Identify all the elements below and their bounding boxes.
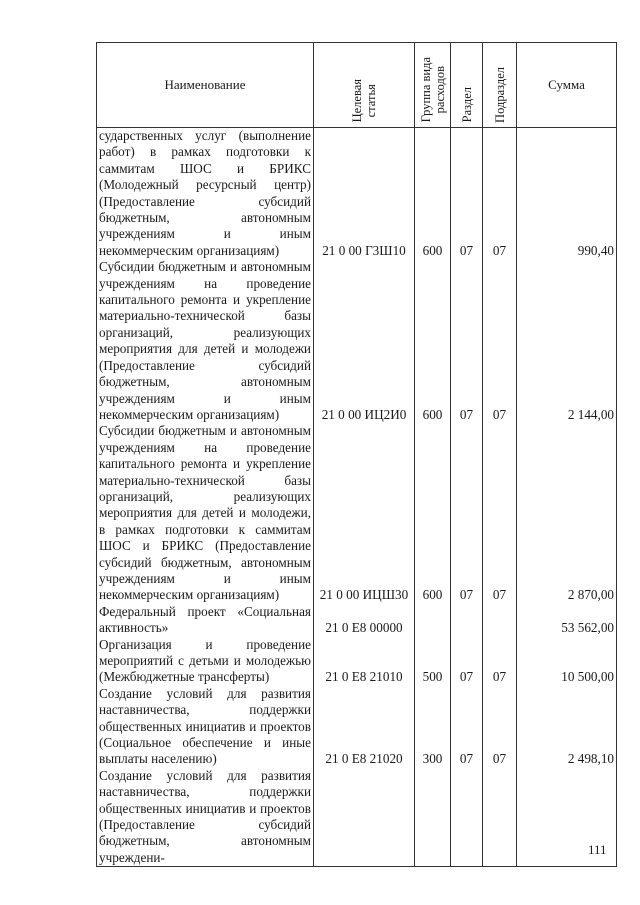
cell-article: 21 0 Е8 00000: [314, 604, 415, 637]
cell-section: 07: [451, 423, 483, 603]
table-row: [97, 686, 617, 768]
table-row: [97, 768, 617, 867]
cell-subsection: 07: [483, 259, 517, 423]
cell-article: 21 0 00 Г3Ш10: [314, 128, 415, 260]
cell-name: Организация и проведение мероприятий с детьми и молодежью (Межбюджетные трансферты): [97, 637, 314, 686]
cell-section: [451, 604, 483, 637]
cell-section: 07: [451, 686, 483, 768]
cell-sum: 2 498,10: [517, 686, 617, 768]
table-row: [97, 637, 617, 686]
cell-name: Федеральный проект «Социальная активность»: [97, 604, 314, 637]
cell-group: 300: [415, 686, 451, 768]
cell-section: [451, 768, 483, 867]
cell-article: 21 0 Е8 21020: [314, 686, 415, 768]
table-row: [97, 423, 617, 603]
cell-article: [314, 768, 415, 867]
cell-section: 07: [451, 259, 483, 423]
cell-article: 21 0 00 ИЦ2И0: [314, 259, 415, 423]
header-article: Целевая статья: [350, 79, 378, 123]
cell-sum: 53 562,00: [517, 604, 617, 637]
header-group: Группа вида расходов: [418, 57, 447, 123]
cell-name: Создание условий для развития наставничества, поддержки общественных инициатив и проектов (Предоставление субсидий бюджетным, автономным учреждени-: [97, 768, 314, 867]
cell-group: 600: [415, 259, 451, 423]
header-subsection-cell: [483, 43, 517, 128]
cell-subsection: 07: [483, 423, 517, 603]
cell-name: Субсидии бюджетным и автономным учреждениям на проведение капитального ремонта и укрепление материально-технической базы организаций, реализующих мероприятия для детей и молодежи (Предоставление субсидий бюджетным, автономным учреждениям и иным некоммерческим организациям): [97, 259, 314, 423]
cell-name: сударственных услуг (выполнение работ) в рамках подготовки к саммитам ШОС и БРИКС (Молодежный ресурсный центр) (Предоставление субсидий бюджетным, автономным учреждениям и иным некоммерческим организациям): [97, 128, 314, 260]
cell-subsection: [483, 768, 517, 867]
header-section: Раздел: [459, 87, 474, 123]
cell-group: [415, 604, 451, 637]
header-article-cell: [314, 43, 415, 128]
cell-sum: 10 500,00: [517, 637, 617, 686]
cell-subsection: [483, 604, 517, 637]
cell-group: 500: [415, 637, 451, 686]
cell-section: 07: [451, 128, 483, 260]
budget-table: [96, 42, 617, 867]
cell-name: Субсидии бюджетным и автономным учреждениям на проведение капитального ремонта и укрепление материально-технической базы организаций, реализующих мероприятия для детей и молодежи, в рамках подготовки к саммитам ШОС и БРИКС (Предоставление субсидий бюджетным, автономным учреждениям и иным некоммерческим организациям): [97, 423, 314, 603]
cell-article: 21 0 00 ИЦШ30: [314, 423, 415, 603]
cell-sum: 2 144,00: [517, 259, 617, 423]
header-subsection: Подраздел: [492, 66, 507, 123]
table-row: [97, 604, 617, 637]
header-section-cell: [451, 43, 483, 128]
cell-sum: 2 870,00: [517, 423, 617, 603]
cell-group: 600: [415, 128, 451, 260]
cell-group: 600: [415, 423, 451, 603]
page-number: 111: [588, 842, 607, 857]
header-sum: Сумма: [517, 43, 617, 128]
table-row: [97, 259, 617, 423]
table-row: [97, 128, 617, 260]
cell-sum: 990,40: [517, 128, 617, 260]
cell-group: [415, 768, 451, 867]
cell-article: 21 0 Е8 21010: [314, 637, 415, 686]
cell-subsection: 07: [483, 637, 517, 686]
cell-subsection: 07: [483, 686, 517, 768]
cell-subsection: 07: [483, 128, 517, 260]
header-name: Наименование: [97, 43, 314, 128]
cell-name: Создание условий для развития наставничества, поддержки общественных инициатив и проектов (Социальное обеспечение и иные выплаты населению): [97, 686, 314, 768]
cell-section: 07: [451, 637, 483, 686]
table-header-row: [97, 43, 617, 128]
header-group-cell: [415, 43, 451, 128]
